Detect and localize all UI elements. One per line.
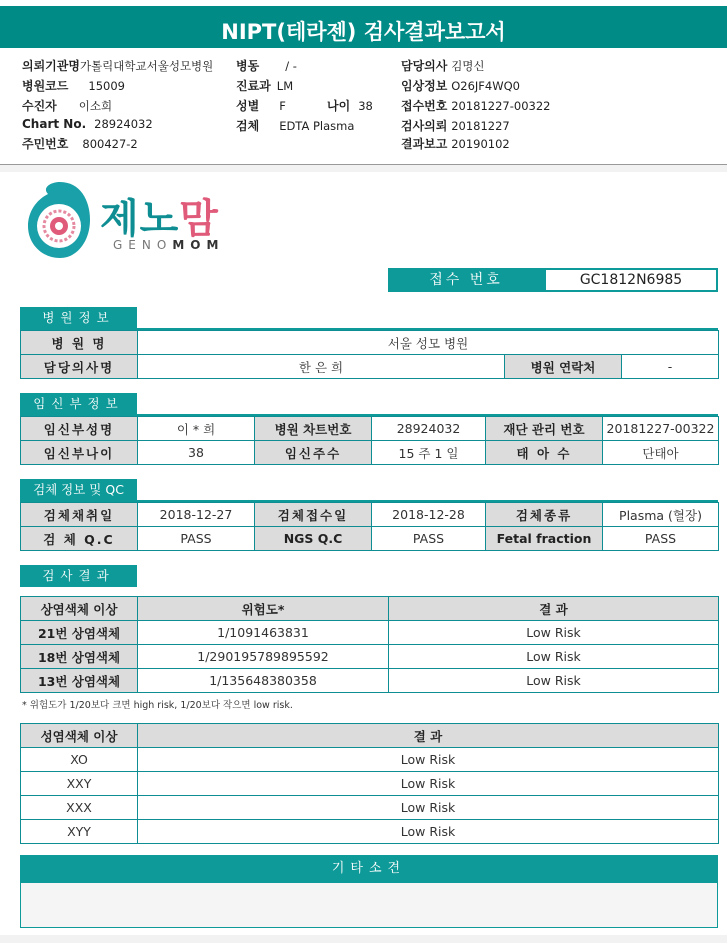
rrn-field [22, 135, 138, 152]
section-specimen: 검체 정보 및 QC [20, 479, 137, 501]
age-field [327, 97, 373, 114]
sex-chromosome-table [20, 723, 719, 844]
hospital-contact-value: - [622, 355, 719, 379]
autosome-col-header: 상염색체 이상 [21, 597, 138, 621]
autosome-name: 18번 상염색체 [21, 645, 138, 669]
specimen-type-label: 검체종류 [486, 503, 603, 527]
logo-ko-part1: 제노 [100, 196, 180, 242]
doctor-label: 담당의사 [401, 59, 448, 73]
autosome-name: 13번 상염색체 [21, 669, 138, 693]
sex-chrom-col-header: 성염색체 이상 [21, 724, 138, 748]
logo-wordmark [100, 187, 219, 244]
age-label: 나이 [327, 99, 351, 113]
risk-col-header: 위험도* [138, 597, 389, 621]
sex-chrom-name: XYY [21, 820, 138, 844]
hospital-code-label: 병원코드 [22, 79, 69, 93]
section-results: 검사결과 [20, 565, 137, 587]
clinical-info-label: 임상정보 [401, 79, 448, 93]
receipt-value: GC1812N6985 [544, 268, 718, 292]
section-hospital: 병원정보 [20, 307, 137, 329]
ward-value: / - [285, 59, 297, 73]
doctor-name-label: 담당의사명 [21, 355, 138, 379]
logo-subtitle [113, 238, 224, 252]
sex-chrom-result: Low Risk [138, 796, 719, 820]
doctor-value: 김명신 [451, 59, 485, 73]
pregnant-age-label: 임신부나이 [21, 441, 138, 465]
autosome-result: Low Risk [389, 621, 719, 645]
specimen-label: 검체 [236, 119, 260, 133]
logo-en-part2: MOM [172, 238, 225, 252]
logo-ko-part2: 맘 [179, 196, 219, 242]
department-field [236, 77, 293, 94]
autosome-risk: 1/290195789895592 [138, 645, 389, 669]
clinical-info-field [401, 77, 520, 94]
collect-date-value: 2018-12-27 [138, 503, 255, 527]
institution-value: 가톨릭대학교서울성모병원 [79, 59, 214, 73]
hospital-name-label: 병 원 명 [21, 331, 138, 355]
ward-field [236, 57, 297, 74]
table-row [21, 621, 719, 645]
chart-no-value: 28924032 [94, 117, 153, 131]
sex-chrom-result: Low Risk [138, 748, 719, 772]
clinical-info-value: O26JF4WQ0 [451, 79, 520, 93]
result-col-header: 결 과 [389, 597, 719, 621]
pregnant-table [20, 416, 719, 465]
specimen-value: EDTA Plasma [279, 119, 355, 133]
chart-number-label: 병원 차트번호 [255, 417, 372, 441]
patient-field [22, 97, 112, 114]
hospital-code-value: 15009 [88, 79, 125, 93]
section-pregnant: 임신부정보 [20, 393, 137, 415]
hospital-table [20, 330, 719, 379]
report-date-label: 결과보고 [401, 137, 448, 151]
hospital-name-value: 서울 성모 병원 [138, 331, 719, 355]
sex-chrom-result: Low Risk [138, 772, 719, 796]
table-header-row [21, 724, 719, 748]
sex-chrom-name: XXY [21, 772, 138, 796]
institution-label: 의뢰기관명 [22, 59, 80, 73]
doctor-field [401, 57, 485, 74]
sex-label: 성별 [236, 99, 260, 113]
sex-value: F [279, 99, 286, 113]
chart-no-label: Chart No. [22, 117, 87, 131]
rrn-label: 주민번호 [22, 137, 69, 151]
table-row [21, 669, 719, 693]
misc-comments [20, 882, 718, 928]
specimen-qc-label: 검 체 Q.C [21, 527, 138, 551]
table-row [21, 820, 719, 844]
doctor-name-value: 한 은 희 [138, 355, 505, 379]
table-row [21, 355, 719, 379]
report-date-field [401, 135, 510, 152]
collect-date-label: 검체채취일 [21, 503, 138, 527]
table-row [21, 772, 719, 796]
autosome-result: Low Risk [389, 645, 719, 669]
chart-no-field [22, 117, 153, 131]
registration-value: 20181227-00322 [451, 99, 551, 113]
sex-chrom-name: XO [21, 748, 138, 772]
autosome-result: Low Risk [389, 669, 719, 693]
table-row [21, 331, 719, 355]
pregnant-name-label: 임신부성명 [21, 417, 138, 441]
report-header [0, 48, 727, 165]
sex-chrom-name: XXX [21, 796, 138, 820]
table-row [21, 796, 719, 820]
risk-footnote: * 위험도가 1/20보다 크면 high risk, 1/20보다 작으면 low risk. [22, 700, 293, 711]
hospital-code-field [22, 77, 125, 94]
specimen-table [20, 502, 719, 551]
patient-value: 이소희 [78, 99, 113, 113]
receipt-label: 접수 번호 [388, 268, 544, 292]
fetus-count-value: 단태아 [603, 441, 719, 465]
specimen-field [236, 117, 354, 134]
autosome-name: 21번 상염색체 [21, 621, 138, 645]
gestation-weeks-value: 15 주 1 일 [372, 441, 486, 465]
rrn-value: 800427-2 [82, 137, 138, 151]
registration-label: 접수번호 [401, 99, 448, 113]
specimen-type-value: Plasma (혈장) [603, 503, 719, 527]
table-row [21, 441, 719, 465]
logo-en-part1: GENO [113, 238, 173, 252]
table-row [21, 417, 719, 441]
institution-field [22, 57, 213, 74]
fetal-fraction-label: Fetal fraction [486, 527, 603, 551]
age-value: 38 [358, 99, 373, 113]
fetal-fraction-value: PASS [603, 527, 719, 551]
fetus-count-label: 태 아 수 [486, 441, 603, 465]
department-label: 진료과 [236, 79, 271, 93]
autosome-risk: 1/1091463831 [138, 621, 389, 645]
sex-chrom-result-header: 결 과 [138, 724, 719, 748]
autosome-results-table [20, 596, 719, 693]
table-header-row [21, 597, 719, 621]
request-date-value: 20181227 [451, 119, 510, 133]
autosome-risk: 1/135648380358 [138, 669, 389, 693]
section-misc: 기타소견 [20, 855, 718, 882]
pregnant-age-value: 38 [138, 441, 255, 465]
ngs-qc-value: PASS [372, 527, 486, 551]
report-title: NIPT(테라젠) 검사결과보고서 [0, 0, 727, 48]
pregnant-name-value: 이 * 희 [138, 417, 255, 441]
foundation-number-label: 재단 관리 번호 [486, 417, 603, 441]
chart-number-value: 28924032 [372, 417, 486, 441]
specimen-qc-value: PASS [138, 527, 255, 551]
receive-date-value: 2018-12-28 [372, 503, 486, 527]
receive-date-label: 검체접수일 [255, 503, 372, 527]
table-row [21, 503, 719, 527]
hospital-contact-label: 병원 연락처 [505, 355, 622, 379]
sex-chrom-result: Low Risk [138, 820, 719, 844]
patient-label: 수진자 [22, 99, 57, 113]
table-row [21, 527, 719, 551]
table-row [21, 748, 719, 772]
department-value: LM [276, 79, 294, 93]
foundation-number-value: 20181227-00322 [603, 417, 719, 441]
ngs-qc-label: NGS Q.C [255, 527, 372, 551]
table-row [21, 645, 719, 669]
registration-field [401, 97, 550, 114]
report-date-value: 20190102 [451, 137, 510, 151]
request-date-label: 검사의뢰 [401, 119, 448, 133]
ward-label: 병동 [236, 59, 260, 73]
gestation-weeks-label: 임신주수 [255, 441, 372, 465]
sex-field [236, 97, 286, 114]
request-date-field [401, 117, 510, 134]
